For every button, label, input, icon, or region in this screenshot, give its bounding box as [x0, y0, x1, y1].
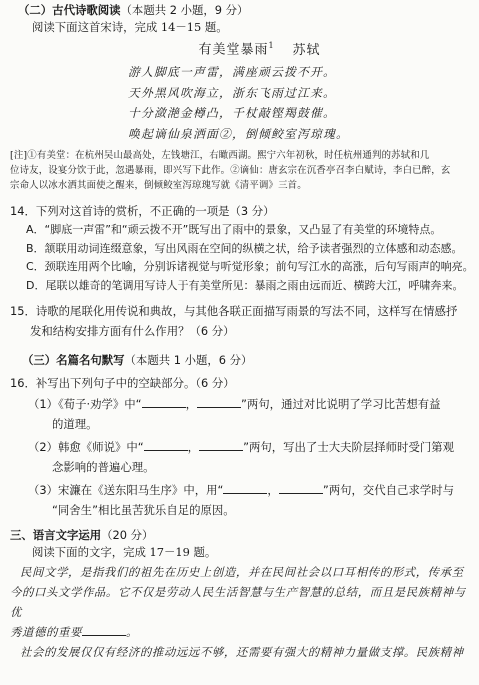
- question-16-stem: 16．补写出下列句子中的空缺部分。（6 分）: [10, 376, 235, 391]
- section-title-language-use: 三、语言文字运用（20 分）: [10, 527, 154, 542]
- section-title-dictation: （三）名篇名句默写（本题共 1 小题，6 分）: [22, 352, 253, 367]
- question-14-stem: 14．下列对这首诗的赏析，不正确的一项是（3 分）: [10, 203, 275, 218]
- section-title-poetry: （二）古代诗歌阅读（本题共 2 小题，9 分）: [18, 3, 249, 17]
- answer-blank[interactable]: [199, 440, 243, 451]
- answer-blank[interactable]: [223, 483, 267, 494]
- reading-passage: 民间文学，是指我们的祖先在历史上创造，并在民间社会以口耳相传的形式，传承至 今的口头文学作品。它不仅是劳动人民生活智慧与生产智慧的总结，而且是民族精神与优 秀道德的重要 。 社会的发展仅仅有经济的推动远远不够，还需要有强大的精神力量做支撑。民族精神: [10, 565, 466, 659]
- question-14-option-a: A．“脚底一声雷”和“顽云拨不开”既写出了雨中的景象，又凸显了有美堂的环境特点。: [26, 223, 442, 237]
- poetry-instruction: 阅读下面这首宋诗，完成 14－15 题。: [32, 20, 228, 35]
- question-14-option-b: B．颔联用动词连缀意象，写出风雨在空间的纵横之状，给予读者强烈的立体感和动态感。: [26, 241, 463, 255]
- question-14-option-d: D．尾联以雄奇的笔调用写诗人于有美堂所见：暴雨之雨由远而近、横跨大江，呼啸奔来。: [26, 278, 464, 292]
- answer-blank[interactable]: [279, 483, 323, 494]
- question-16-item-3: （3）宋濂在《送东阳马生序》中，用“ ， ”两句，交代自己求学时与 “同舍生”相比虽苦犹乐自足的原因。: [28, 482, 455, 517]
- answer-blank[interactable]: [142, 397, 186, 408]
- poem-line: 唤起谪仙泉洒面②，倒倾鲛室泻琼瑰。: [128, 127, 349, 142]
- answer-blank[interactable]: [197, 397, 241, 408]
- question-16-item-1: （1）《荀子·劝学》中“ ， ”两句，通过对比说明了学习比苦想有益 的道理。: [28, 397, 441, 432]
- poem-title: 有美堂暴雨$^1$ 苏轼: [198, 41, 321, 58]
- question-16-item-2: （2）韩愈《师说》中“ ， ”两句，写出了士大夫阶层择师时受门第观 念影响的普遍心理。: [28, 440, 455, 475]
- question-14-option-c: C．颈联连用两个比喻，分别诉诸视觉与听觉形象；前句写江水的高涨，后句写雨声的响亮。: [26, 260, 474, 274]
- question-15: 15．诗歌的尾联化用传说和典故，与其他各联正面描写雨景的写法不同，这样写在情感抒 发和结构安排方面有什么作用？（6 分）: [10, 304, 458, 338]
- poem-footnote: [注]①有美堂：在杭州吴山最高处，左钱塘江，右瞰西湖。熙宁六年初秋，时任杭州通判的苏轼和几 位诗友，设宴分饮于此，忽遇暴雨，即兴写下此作。②谪仙：唐玄宗在沉香亭召李白赋诗，李白已醉，玄 宗命人以冰水洒其面使之醒来，倒倾鲛室泻琼瑰写就《清平调》三首。: [10, 149, 451, 191]
- poem-line: 游人脚底一声雷，满座顽云拨不开。: [128, 65, 336, 80]
- poem-author: 苏轼: [292, 42, 321, 58]
- language-use-instruction: 阅读下面的文字，完成 17－19 题。: [32, 545, 217, 559]
- poem-line: 天外黑风吹海立，浙东飞雨过江来。: [128, 85, 336, 100]
- answer-blank[interactable]: [144, 440, 188, 451]
- answer-blank[interactable]: [82, 625, 126, 636]
- poem-line: 十分潋滟金樽凸，千杖敲铿羯鼓催。: [128, 106, 336, 121]
